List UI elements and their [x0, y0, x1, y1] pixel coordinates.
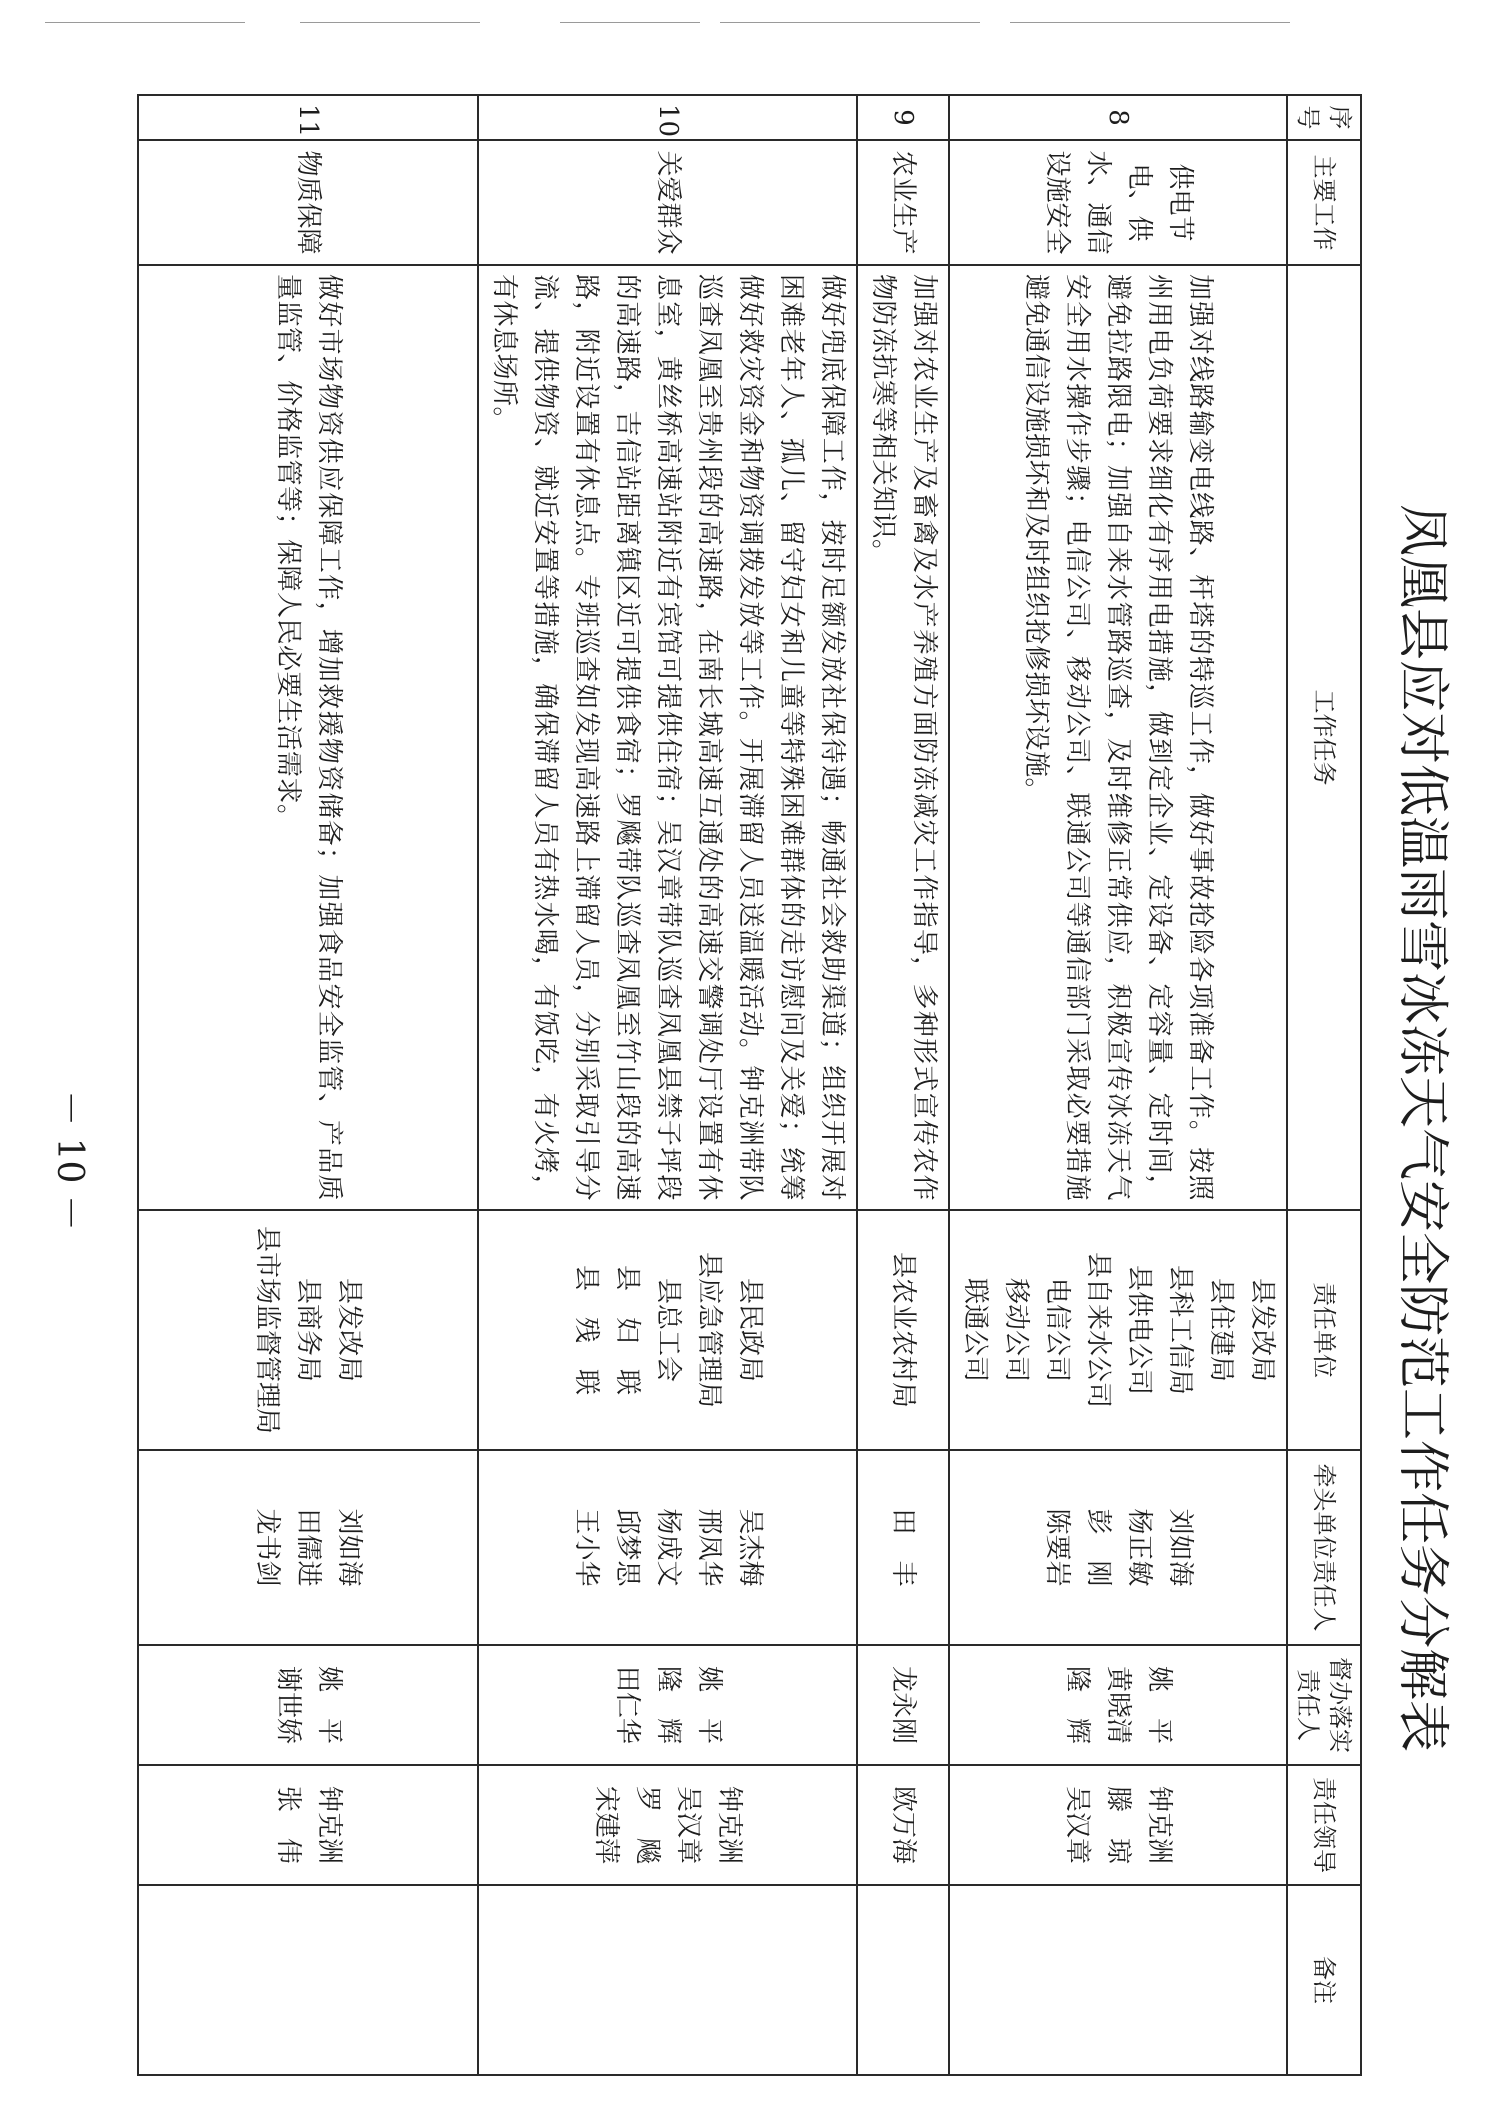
- cell-line: 杨成文: [653, 1508, 683, 1587]
- cell-line: 县发改局: [334, 1277, 365, 1382]
- header-seq: 序号: [1287, 95, 1361, 140]
- cell-line: 张 伟: [273, 1785, 303, 1864]
- row-units: [949, 1210, 1287, 1450]
- row-leaders: [857, 1765, 949, 1885]
- rotated-document: [0, 88, 1462, 2088]
- row-note: [857, 1885, 949, 2075]
- row-task: 做好兜底保障工作，按时足额发放社保待遇；畅通社会救助渠道；组织开展对困难老年人、孤儿、留守妇女和儿童等特殊困难群体的走访慰问及关爱；统筹做好救灾资金和物资调拨发放等工作。开展滞留人员送温暖活动。钟克洲带队巡查凤凰至贵州段的高速路，在南长城高速互通处的高速交警调处厅设置有休息室，黄丝桥高速站附近有宾馆可提供住宿；吴汉章带队巡查凤凰县禁子坪段的高速路，吉信站距离镇区近可提供食宿；罗飚带队巡查凤凰至竹山段的高速路，附近设置有休息点。专班巡查如发现高速路上滞留人员，分别采取引导分流、提供物资、就近安置等措施，确保滞留人员有热水喝，有饭吃，有火烤，有休息场所。: [478, 265, 857, 1210]
- row-main-work: 农业生产: [857, 140, 949, 265]
- row-note: [138, 1885, 478, 2075]
- cell-line: 电信公司: [1042, 1277, 1072, 1382]
- cell-line: 吴汉章: [673, 1785, 704, 1864]
- cell-line: 县 残 联: [571, 1264, 601, 1395]
- page-number-text: － 10 －: [48, 1089, 90, 1231]
- row-main-work: 物质保障: [138, 140, 478, 265]
- cell-line: 滕 琼: [1103, 1785, 1134, 1864]
- header-main-work: 主要工作: [1287, 140, 1361, 265]
- cell-line: 田仁华: [612, 1665, 642, 1744]
- cell-line: 欧万海: [888, 1785, 919, 1864]
- cell-line: 吴杰梅: [735, 1508, 765, 1587]
- cell-line: 隆 辉: [653, 1665, 683, 1744]
- scan-artifact-line: [720, 22, 980, 23]
- cell-line: 邢凤华: [694, 1508, 724, 1587]
- row-supervisors: [478, 1645, 857, 1765]
- row-task: 做好市场物资供应保障工作，增加救援物资储备；加强食品安全监管、产品质量监管、价格监管等；保障人民必要生活需求。: [138, 265, 478, 1210]
- task-table: [137, 94, 1362, 2076]
- row-note: [478, 1885, 857, 2075]
- table-row: [138, 95, 478, 2075]
- scan-artifact-line: [560, 22, 700, 23]
- row-leaders: [478, 1765, 857, 1885]
- document-title: 凤凰县应对低温雨雪冰冻天气安全防范工作任务分解表: [1392, 503, 1452, 1752]
- cell-line: 移动公司: [1001, 1277, 1031, 1382]
- row-lead-persons: [949, 1450, 1287, 1645]
- cell-line: 刘如海: [334, 1508, 365, 1587]
- cell-line: 县应急管理局: [694, 1251, 724, 1408]
- cell-line: 姚 平: [314, 1665, 344, 1744]
- cell-line: 罗 飚: [632, 1785, 663, 1864]
- header-leader: 责任领导: [1287, 1765, 1361, 1885]
- row-seq: 11: [138, 95, 478, 140]
- header-supervisor: 督办落实责任人: [1287, 1645, 1361, 1765]
- row-main-work: 关爱群众: [478, 140, 857, 265]
- header-unit: 责任单位: [1287, 1210, 1361, 1450]
- cell-line: 王小华: [571, 1508, 601, 1587]
- scan-artifact-line: [300, 22, 480, 23]
- row-main-work: 供电节电、供水、通信设施安全: [949, 140, 1287, 265]
- cell-line: 田儒进: [293, 1508, 324, 1587]
- cell-line: 宋建萍: [591, 1785, 622, 1864]
- scan-artifact-line: [1010, 22, 1290, 23]
- cell-line: 联通公司: [960, 1277, 990, 1382]
- cell-line: 县商务局: [293, 1277, 324, 1382]
- row-task: 加强对农业生产及畜禽及水产养殖方面防冻减灾工作指导，多种形式宣传农作物防冻抗寒等相关知识。: [857, 265, 949, 1210]
- row-seq: 10: [478, 95, 857, 140]
- cell-line: 龙永刚: [888, 1665, 919, 1744]
- header-row: [1287, 95, 1361, 2075]
- cell-line: 姚 平: [1144, 1665, 1175, 1744]
- row-units: [857, 1210, 949, 1450]
- cell-line: 县自来水公司: [1083, 1251, 1113, 1408]
- header-task: 工作任务: [1287, 265, 1361, 1210]
- row-task: 加强对线路输变电线路、杆塔的特巡工作，做好事故抢险各项准备工作。按照州用电负荷要求细化有序用电措施，做到定企业、定设备、定容量、定时间，避免拉路限电；加强自来水管路巡查，及时维修正常供应，积极宣传冰冻天气安全用水操作步骤；电信公司、移动公司、联通公司等通信部门采取必要措施避免通信设施损坏和及时组织抢修损坏设施。: [949, 265, 1287, 1210]
- row-units: [478, 1210, 857, 1450]
- table-row: [949, 95, 1287, 2075]
- cell-line: 姚 平: [694, 1665, 724, 1744]
- row-supervisors: [949, 1645, 1287, 1765]
- cell-line: 县总工会: [653, 1277, 683, 1382]
- cell-line: 县 妇 联: [612, 1264, 642, 1395]
- cell-line: 钟克洲: [714, 1785, 745, 1864]
- cell-line: 龙书剑: [252, 1508, 283, 1587]
- cell-line: 县市场监督管理局: [252, 1225, 283, 1434]
- cell-line: 陈要岩: [1042, 1508, 1072, 1587]
- cell-line: 谢世娇: [273, 1665, 303, 1744]
- page-number: [42, 1089, 102, 1231]
- row-leaders: [949, 1765, 1287, 1885]
- scan-artifact-line: [45, 22, 245, 23]
- cell-line: 田 丰: [888, 1508, 919, 1587]
- cell-line: 钟克洲: [314, 1785, 344, 1864]
- cell-line: 县民政局: [735, 1277, 765, 1382]
- row-note: [949, 1885, 1287, 2075]
- row-units: [138, 1210, 478, 1450]
- header-lead-person: 牵头单位责任人: [1287, 1450, 1361, 1645]
- cell-line: 刘如海: [1165, 1508, 1195, 1587]
- cell-line: 县农业农村局: [888, 1251, 919, 1408]
- cell-line: 杨正敏: [1124, 1508, 1154, 1587]
- cell-line: 彭 刚: [1083, 1508, 1113, 1587]
- cell-line: 县住建局: [1206, 1277, 1236, 1382]
- header-note: 备注: [1287, 1885, 1361, 2075]
- row-lead-persons: [478, 1450, 857, 1645]
- cell-line: 县供电公司: [1124, 1264, 1154, 1395]
- row-lead-persons: [857, 1450, 949, 1645]
- table-row: [857, 95, 949, 2075]
- cell-line: 县科工信局: [1165, 1264, 1195, 1395]
- cell-line: 黄晓清: [1103, 1665, 1134, 1744]
- row-supervisors: [857, 1645, 949, 1765]
- cell-line: 钟克洲: [1144, 1785, 1175, 1864]
- cell-line: 隆 辉: [1062, 1665, 1093, 1744]
- row-supervisors: [138, 1645, 478, 1765]
- row-seq: 9: [857, 95, 949, 140]
- row-leaders: [138, 1765, 478, 1885]
- row-seq: 8: [949, 95, 1287, 140]
- cell-line: 吴汉章: [1062, 1785, 1093, 1864]
- cell-line: 邱梦思: [612, 1508, 642, 1587]
- row-lead-persons: [138, 1450, 478, 1645]
- cell-line: 县发改局: [1247, 1277, 1277, 1382]
- table-row: [478, 95, 857, 2075]
